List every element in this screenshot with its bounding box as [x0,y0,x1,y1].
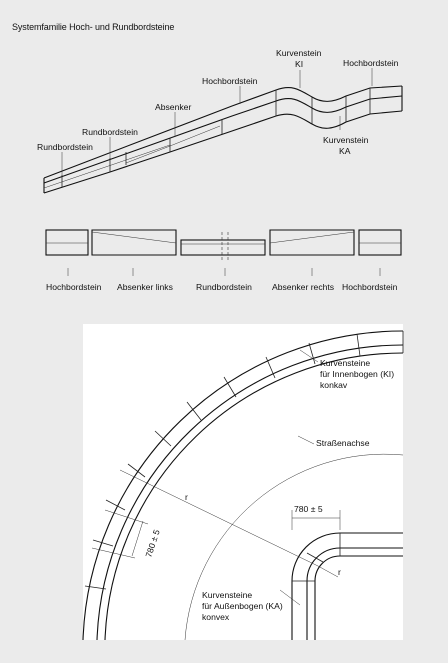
label-absenker: Absenker [155,102,192,112]
side-elevation-view [46,230,401,276]
label-hochbordstein-2: Hochbordstein [343,58,399,68]
label-kurvenstein-ka: Kurvenstein [323,135,369,145]
label-radius-small: r [338,567,341,577]
label-hochbordstein: Hochbordstein [202,76,258,86]
label-side-rundbordstein: Rundbordstein [196,282,252,292]
label-side-absenker-rechts: Absenker rechts [272,282,335,292]
label-rundbordstein-1: Rundbordstein [37,142,93,152]
label-ka: KA [339,146,351,156]
label-rundbordstein-2: Rundbordstein [82,127,138,137]
label-strassenachse: Straßenachse [316,438,370,448]
label-ki-2: für Innenbogen (KI) [320,369,395,379]
label-radius: r [185,492,188,502]
label-dim-inner: 780 ± 5 [294,504,323,514]
label-ki-3: konkav [320,380,348,390]
page-title: Systemfamilie Hoch- und Rundbordsteine [12,22,175,32]
label-ka-3: konvex [202,612,230,622]
label-ki: KI [295,59,304,69]
label-side-absenker-links: Absenker links [117,282,173,292]
label-kurvenstein-ki: Kurvenstein [276,48,322,58]
label-side-hochbordstein-1: Hochbordstein [46,282,102,292]
label-side-hochbordstein-2: Hochbordstein [342,282,398,292]
label-ka-1: Kurvensteine [202,590,253,600]
label-dim-outer: 780 ± 5 [143,528,162,559]
label-ki-1: Kurvensteine [320,358,371,368]
label-ka-2: für Außenbogen (KA) [202,601,283,611]
